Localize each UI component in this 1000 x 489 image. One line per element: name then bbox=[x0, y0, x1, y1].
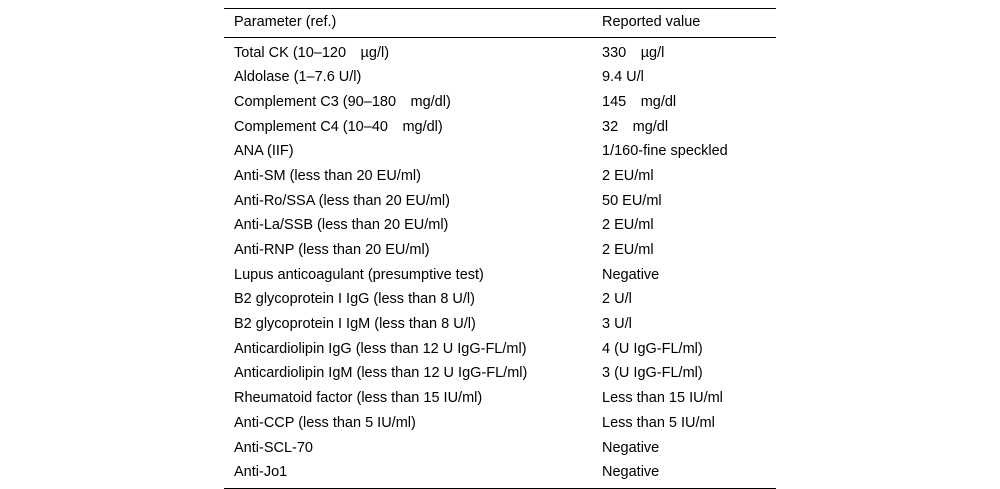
cell-parameter: Anti-La/SSB (less than 20 EU/ml) bbox=[234, 217, 449, 234]
table-row bbox=[224, 337, 776, 362]
table-header bbox=[224, 9, 776, 38]
table-row bbox=[224, 164, 776, 189]
cell-value: Negative bbox=[592, 460, 776, 488]
cell-value: 9.4 U/l bbox=[602, 69, 644, 86]
cell-value: 4 (U IgG-FL/ml) bbox=[602, 340, 703, 357]
lab-results-table bbox=[224, 8, 776, 489]
cell-value: 50 EU/ml bbox=[602, 192, 662, 209]
cell-value: Negative bbox=[602, 439, 660, 456]
cell-parameter: B2 glycoprotein I IgM (less than 8 U/l) bbox=[234, 316, 476, 333]
table-row bbox=[224, 213, 776, 238]
cell-parameter: Aldolase (1–7.6 U/l) bbox=[234, 69, 362, 86]
cell-parameter: Complement C4 (10–40 mg/dl) bbox=[234, 118, 443, 135]
cell-parameter: Anti-CCP (less than 5 IU/ml) bbox=[234, 414, 416, 431]
table-row bbox=[224, 90, 776, 115]
cell-parameter: Anti-Ro/SSA (less than 20 EU/ml) bbox=[234, 192, 450, 209]
cell-value: 2 U/l bbox=[602, 291, 632, 308]
table-row bbox=[224, 411, 776, 436]
cell-parameter: Anticardiolipin IgG (less than 12 U IgG-FL/ml) bbox=[234, 340, 527, 357]
cell-parameter: ANA (IIF) bbox=[234, 143, 294, 160]
table-row bbox=[224, 361, 776, 386]
cell-value: Less than 5 IU/ml bbox=[602, 414, 715, 431]
cell-parameter: Complement C3 (90–180 mg/dl) bbox=[234, 93, 451, 110]
table-row bbox=[224, 139, 776, 164]
cell-value: Negative bbox=[602, 266, 660, 283]
cell-parameter: Total CK (10–120 µg/l) bbox=[234, 44, 390, 61]
table-row bbox=[224, 287, 776, 312]
table-row bbox=[224, 238, 776, 263]
cell-value: 2 EU/ml bbox=[602, 242, 654, 258]
table-row bbox=[224, 189, 776, 214]
table-row bbox=[224, 386, 776, 411]
cell-value: 2 EU/ml bbox=[602, 217, 654, 234]
cell-parameter: Anti-SM (less than 20 EU/ml) bbox=[234, 167, 421, 184]
cell-value: 3 (U IgG-FL/ml) bbox=[602, 365, 703, 382]
column-header-parameter: Parameter (ref.) bbox=[224, 9, 592, 38]
cell-parameter: Lupus anticoagulant (presumptive test) bbox=[234, 266, 484, 283]
cell-parameter: Anticardiolipin IgM (less than 12 U IgG-FL/ml) bbox=[234, 365, 528, 382]
cell-value: 3 U/l bbox=[602, 316, 632, 333]
column-header-value: Reported value bbox=[592, 9, 776, 38]
cell-value: Less than 15 IU/ml bbox=[602, 390, 723, 407]
table-row bbox=[224, 435, 776, 460]
cell-parameter: B2 glycoprotein I IgG (less than 8 U/l) bbox=[234, 291, 475, 308]
cell-value: 145 mg/dl bbox=[602, 93, 677, 110]
table-row bbox=[224, 263, 776, 288]
cell-parameter: Anti-Jo1 bbox=[224, 460, 592, 488]
table-row bbox=[224, 65, 776, 90]
cell-value: 1/160-fine speckled bbox=[602, 143, 728, 160]
table-row bbox=[224, 114, 776, 139]
table-header-row bbox=[224, 9, 776, 38]
lab-results-table-container bbox=[224, 8, 776, 489]
cell-value: 2 EU/ml bbox=[602, 167, 654, 184]
table-row bbox=[224, 312, 776, 337]
table-body bbox=[224, 37, 776, 488]
cell-value: 330 µg/l bbox=[602, 44, 665, 61]
cell-parameter: Anti-SCL-70 bbox=[234, 439, 313, 456]
table-row bbox=[224, 37, 776, 65]
cell-parameter: Anti-RNP (less than 20 EU/ml) bbox=[234, 242, 430, 258]
cell-value: 32 mg/dl bbox=[602, 118, 669, 135]
cell-parameter: Rheumatoid factor (less than 15 IU/ml) bbox=[234, 390, 483, 407]
